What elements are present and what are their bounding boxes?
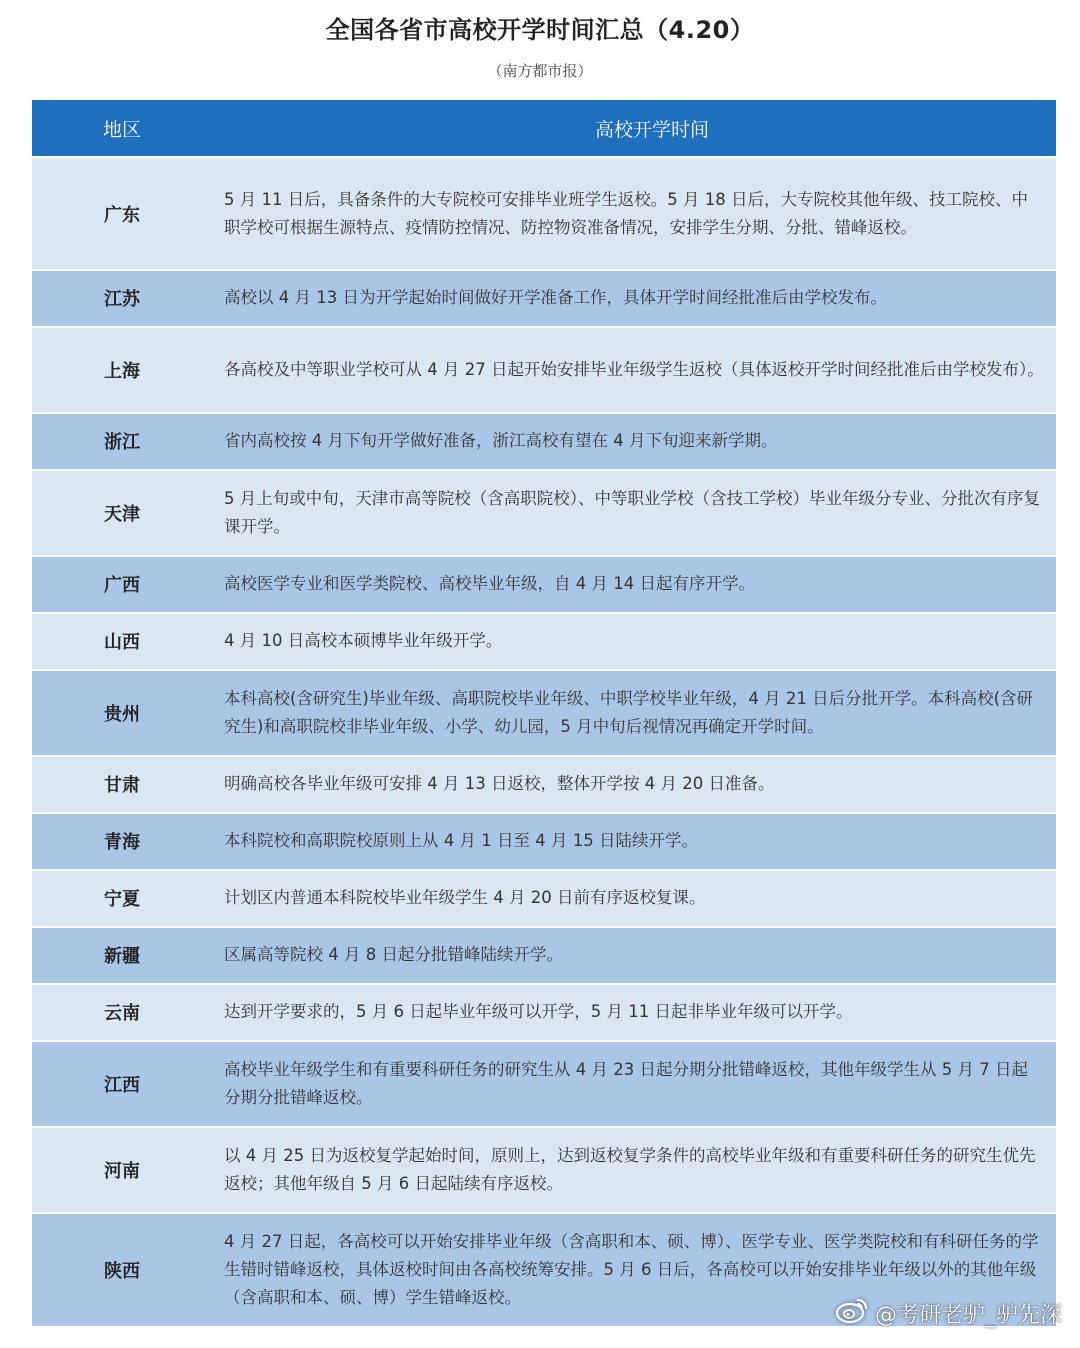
time-cell: 计划区内普通本科院校毕业年级学生 4 月 20 日前有序返校复课。 (212, 870, 1056, 927)
table-row (32, 158, 1056, 270)
time-cell: 区属高等院校 4 月 8 日起分批错峰陆续开学。 (212, 927, 1056, 984)
time-cell: 省内高校按 4 月下旬开学做好准备，浙江高校有望在 4 月下旬迎来新学期。 (212, 413, 1056, 470)
table-row (32, 327, 1056, 413)
region-cell: 河南 (32, 1127, 212, 1213)
region-cell: 陕西 (32, 1213, 212, 1327)
header-time: 高校开学时间 (212, 100, 1056, 158)
table-row (32, 756, 1056, 813)
table-row (32, 613, 1056, 670)
header-region: 地区 (32, 100, 212, 158)
region-cell: 新疆 (32, 927, 212, 984)
region-cell: 天津 (32, 470, 212, 556)
time-cell: 以 4 月 25 日为返校复学起始时间，原则上，达到返校复学条件的高校毕业年级和有重要科研任务的研究生优先返校；其他年级自 5 月 6 日起陆续有序返校。 (212, 1127, 1056, 1213)
time-cell: 4 月 27 日起，各高校可以开始安排毕业年级（含高职和本、硕、博）、医学专业、医学类院校和有科研任务的学生错时错峰返校，具体返校时间由各高校统筹安排。5 月 6 日后，各高校可以开始安排毕业年级以外的其他年级（含高职和本、硕、博）学生错峰返校。 (212, 1213, 1056, 1327)
time-cell: 高校以 4 月 13 日为开学起始时间做好开学准备工作，具体开学时间经批准后由学校发布。 (212, 270, 1056, 327)
watermark-text: @考研老驴_驴先深 (874, 1302, 1062, 1328)
table-row (32, 470, 1056, 556)
time-cell: 4 月 10 日高校本硕博毕业年级开学。 (212, 613, 1056, 670)
weibo-icon (835, 1296, 869, 1330)
schedule-table (32, 100, 1056, 1328)
table-row (32, 413, 1056, 470)
table-row (32, 270, 1056, 327)
region-cell: 甘肃 (32, 756, 212, 813)
table-row (32, 984, 1056, 1041)
table-row (32, 1041, 1056, 1127)
weibo-watermark (835, 1296, 1062, 1330)
table-row (32, 927, 1056, 984)
table-row (32, 556, 1056, 613)
region-cell: 浙江 (32, 413, 212, 470)
time-cell: 高校毕业年级学生和有重要科研任务的研究生从 4 月 23 日起分期分批错峰返校，其他年级学生从 5 月 7 日起分期分批错峰返校。 (212, 1041, 1056, 1127)
time-cell: 达到开学要求的，5 月 6 日起毕业年级可以开学，5 月 11 日起非毕业年级可以开学。 (212, 984, 1056, 1041)
region-cell: 广西 (32, 556, 212, 613)
table-row (32, 813, 1056, 870)
time-cell: 高校医学专业和医学类院校、高校毕业年级，自 4 月 14 日起有序开学。 (212, 556, 1056, 613)
time-cell: 5 月 11 日后，具备条件的大专院校可安排毕业班学生返校。5 月 18 日后，大专院校其他年级、技工院校、中职学校可根据生源特点、疫情防控情况、防控物资准备情况，安排学生分期、分批、错峰返校。 (212, 158, 1056, 270)
time-cell: 明确高校各毕业年级可安排 4 月 13 日返校，整体开学按 4 月 20 日准备。 (212, 756, 1056, 813)
time-cell: 本科院校和高职院校原则上从 4 月 1 日至 4 月 15 日陆续开学。 (212, 813, 1056, 870)
region-cell: 江西 (32, 1041, 212, 1127)
region-cell: 云南 (32, 984, 212, 1041)
time-cell: 各高校及中等职业学校可从 4 月 27 日起开始安排毕业年级学生返校（具体返校开学时间经批准后由学校发布）。 (212, 327, 1056, 413)
region-cell: 上海 (32, 327, 212, 413)
region-cell: 贵州 (32, 670, 212, 756)
source-label: （南方都市报） (487, 62, 593, 80)
table-header-row (32, 100, 1056, 158)
time-cell: 5 月上旬或中旬，天津市高等院校（含高职院校）、中等职业学校（含技工学校）毕业年级分专业、分批次有序复课开学。 (212, 470, 1056, 556)
region-cell: 广东 (32, 158, 212, 270)
table-row (32, 670, 1056, 756)
page-title: 全国各省市高校开学时间汇总（4.20） (325, 16, 755, 44)
table-row (32, 1127, 1056, 1213)
region-cell: 青海 (32, 813, 212, 870)
region-cell: 宁夏 (32, 870, 212, 927)
time-cell: 本科高校(含研究生)毕业年级、高职院校毕业年级、中职学校毕业年级，4 月 21 日后分批开学。本科高校(含研究生)和高职院校非毕业年级、小学、幼儿园，5 月中旬后视情况再确定开学时间。 (212, 670, 1056, 756)
table-row (32, 870, 1056, 927)
region-cell: 江苏 (32, 270, 212, 327)
region-cell: 山西 (32, 613, 212, 670)
